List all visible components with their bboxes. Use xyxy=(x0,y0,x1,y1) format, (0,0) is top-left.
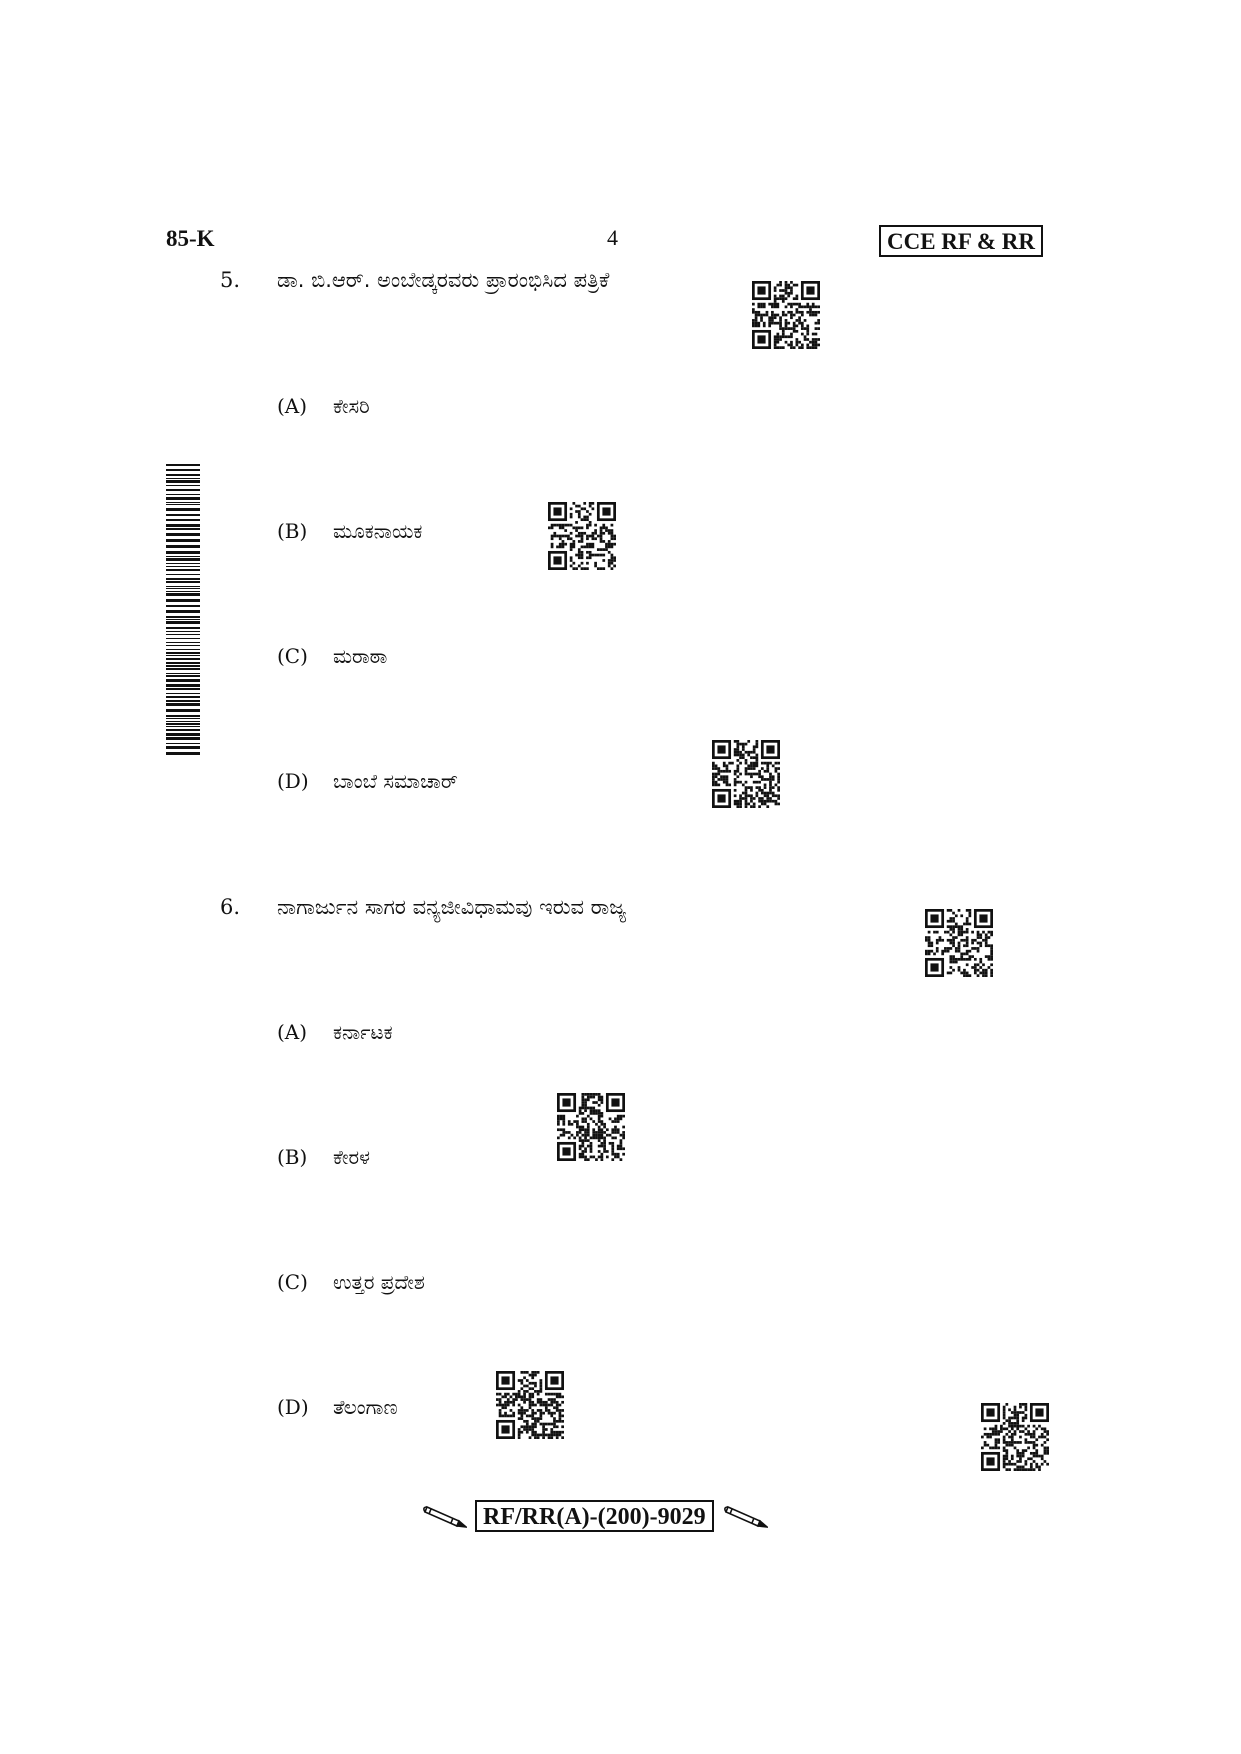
option-label: (A) xyxy=(277,1020,308,1044)
option-c xyxy=(277,644,387,668)
option-text: ಉತ್ತರ ಪ್ರದೇಶ xyxy=(333,1270,425,1294)
question-number: 5. xyxy=(220,268,241,292)
footer-code: RF/RR(A)-(200)-9029 xyxy=(475,1500,714,1532)
exam-tag: CCE RF & RR xyxy=(879,225,1043,257)
option-d xyxy=(277,769,458,793)
option-b xyxy=(277,519,422,543)
question-text: ನಾಗಾರ್ಜುನ ಸಾಗರ ವನ್ಯಜೀವಿಧಾಮವು ಇರುವ ರಾಜ್ಯ xyxy=(277,895,627,919)
vertical-barcode xyxy=(166,464,200,756)
option-d xyxy=(277,1395,398,1419)
qr-code xyxy=(752,281,820,349)
pencil-icon xyxy=(421,1503,467,1529)
option-label: (A) xyxy=(277,394,308,418)
question-number: 6. xyxy=(220,895,241,919)
paper-code: 85-K xyxy=(166,226,215,251)
option-a xyxy=(277,1020,393,1044)
option-text: ಕೇರಳ xyxy=(333,1145,370,1169)
option-c xyxy=(277,1270,425,1294)
option-a xyxy=(277,394,370,418)
option-text: ಬಾಂಬೆ ಸಮಾಚಾರ್ xyxy=(333,769,458,793)
option-text: ಮರಾಠಾ xyxy=(333,644,388,668)
qr-code xyxy=(548,502,616,570)
page-number: 4 xyxy=(607,225,618,250)
option-label: (D) xyxy=(277,1395,309,1419)
option-label: (C) xyxy=(277,1270,308,1294)
option-label: (D) xyxy=(277,769,309,793)
option-label: (B) xyxy=(277,519,308,543)
option-text: ಮೂಕನಾಯಕ xyxy=(333,519,423,543)
option-label: (B) xyxy=(277,1145,308,1169)
option-text: ಕೇಸರಿ xyxy=(333,394,370,418)
option-b xyxy=(277,1145,370,1169)
qr-code xyxy=(496,1371,564,1439)
qr-code xyxy=(925,909,993,977)
qr-code xyxy=(981,1403,1049,1471)
qr-code xyxy=(557,1093,625,1161)
footer xyxy=(421,1500,768,1532)
option-text: ಕರ್ನಾಟಕ xyxy=(333,1020,393,1044)
question-text: ಡಾ. ಬಿ.ಆರ್. ಅಂಬೇಡ್ಕರವರು ಪ್ರಾರಂಭಿಸಿದ ಪತ್ರಿಕೆ xyxy=(277,268,610,292)
option-label: (C) xyxy=(277,644,308,668)
qr-code xyxy=(712,740,780,808)
option-text: ತೆಲಂಗಾಣ xyxy=(333,1395,398,1419)
pencil-icon xyxy=(722,1503,768,1529)
